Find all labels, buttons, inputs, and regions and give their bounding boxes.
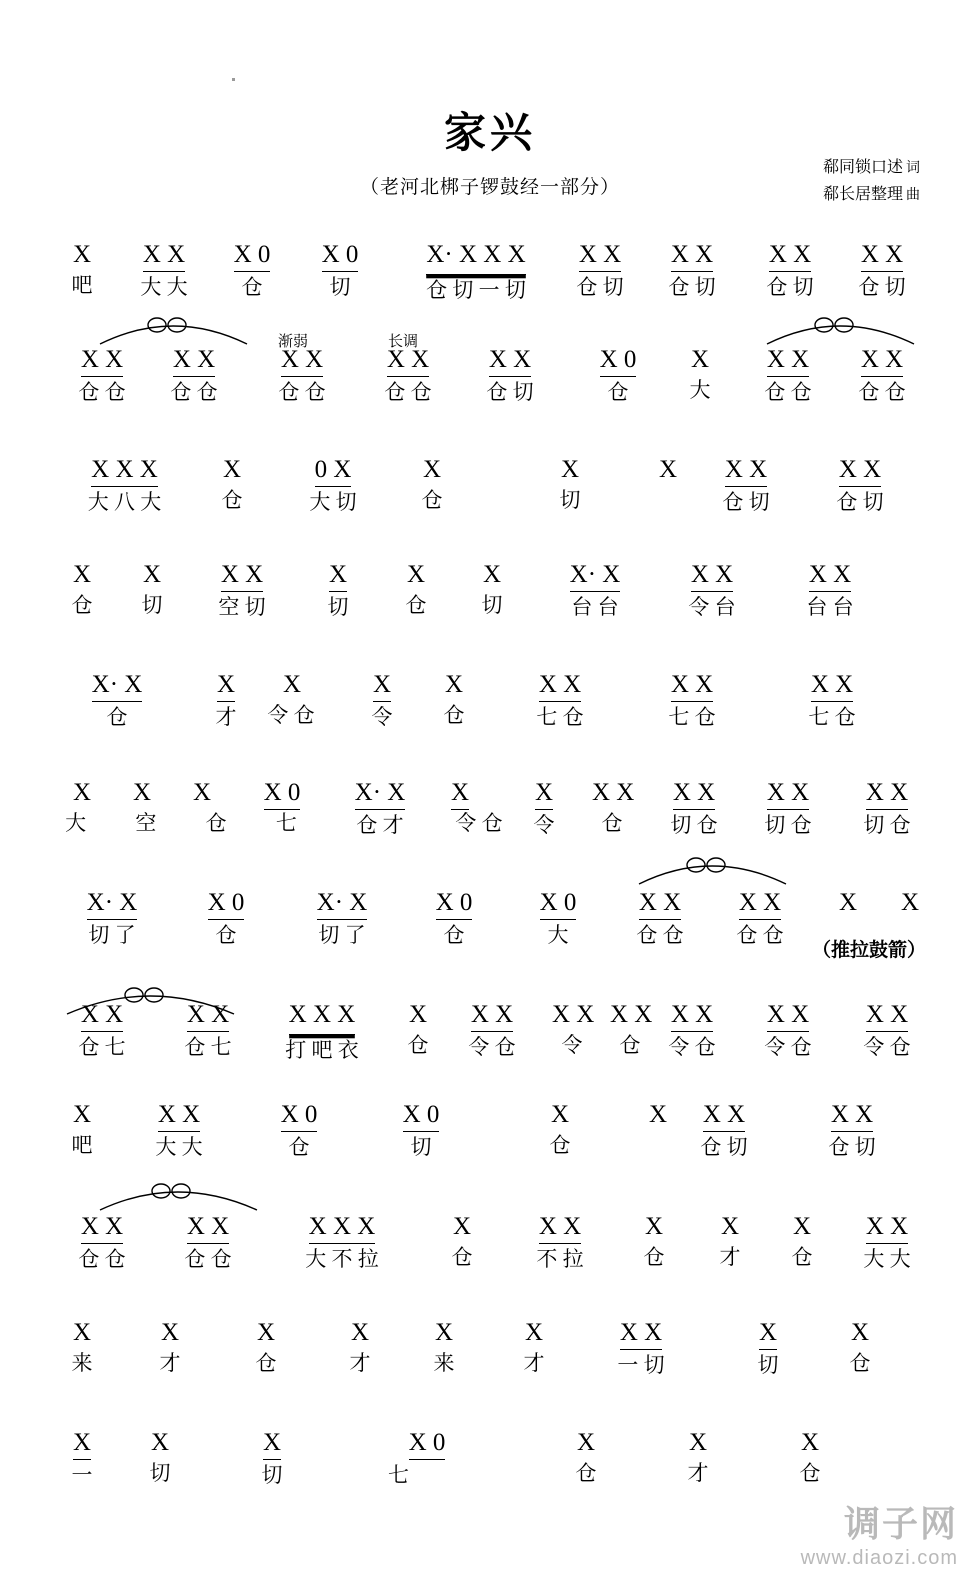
- beat-group: X: [560, 456, 580, 483]
- beat-group: X: [524, 1319, 544, 1346]
- lyric-group: 一 切: [617, 1353, 665, 1377]
- beat-group: X X: [767, 778, 809, 810]
- page-title: 家兴: [443, 111, 536, 157]
- slur-arc: [95, 312, 255, 348]
- lyric-group: 仓: [215, 923, 237, 947]
- lyric-group: 一: [71, 1463, 93, 1487]
- beat-group: X: [132, 779, 152, 806]
- score-row: [0, 455, 980, 527]
- lyric-group: 仓 仓: [184, 1247, 232, 1271]
- beat-group: X X: [489, 345, 531, 377]
- beat-group: X X: [552, 1001, 595, 1028]
- lyric-group: 切: [757, 1353, 779, 1377]
- lyric-group: 切 仓: [863, 813, 911, 837]
- lyric-group: 切 仓: [670, 813, 718, 837]
- beat-group: X X: [839, 455, 881, 487]
- beat-group: X: [792, 1213, 812, 1240]
- lyric-group: 仓: [106, 705, 128, 729]
- lyric-group: 仓 切: [486, 380, 534, 404]
- beat-group: X: [422, 456, 442, 483]
- lyric-group: 切: [261, 1463, 283, 1487]
- lyric-group: 七 仓: [808, 705, 856, 729]
- beat-group: X X: [831, 1100, 873, 1132]
- lyric-group: 大: [689, 378, 711, 402]
- beat-group: X 0: [234, 240, 271, 272]
- lyric-group: 仓 切: [828, 1135, 876, 1159]
- score-row: [0, 240, 980, 312]
- lyric-group: 大 大: [155, 1135, 203, 1159]
- beat-group: X: [72, 561, 92, 588]
- beat-group: X X: [281, 345, 323, 377]
- lyric-group: 令: [371, 705, 393, 729]
- score-row: [0, 1318, 980, 1390]
- lyric-group: 切 仓: [764, 813, 812, 837]
- annotation-changdiao: 长调: [388, 334, 419, 350]
- beat-group: X: [720, 1213, 740, 1240]
- beat-group: X 0: [436, 888, 473, 920]
- page-speck: [232, 78, 235, 81]
- beat-group: X· X: [570, 560, 621, 592]
- lyric-group: 仓 切: [766, 275, 814, 299]
- lyric-group: 仓 切: [668, 275, 716, 299]
- beat-group: X· X: [87, 888, 138, 920]
- beat-group: X X: [387, 345, 429, 377]
- lyric-group: 令 仓: [668, 1035, 716, 1059]
- beat-group: X: [192, 779, 212, 806]
- credit-composer: [823, 182, 920, 209]
- beat-group: X: [850, 1319, 870, 1346]
- beat-group: X 0: [540, 888, 577, 920]
- score-row: [0, 1428, 980, 1500]
- beat-group: X X X: [309, 1212, 376, 1244]
- beat-group: X X: [671, 670, 713, 702]
- lyric-group: 仓 仓: [636, 923, 684, 947]
- beat-group: X 0: [264, 778, 301, 810]
- beat-group: X 0: [403, 1100, 440, 1132]
- score-row: [0, 560, 980, 632]
- lyric-group: 仓: [549, 1133, 571, 1157]
- beat-group: X: [452, 1213, 472, 1240]
- beat-group: X X: [861, 345, 903, 377]
- page-subtitle: （老河北梆子锣鼓经一部分）: [359, 177, 620, 198]
- beat-group: X X: [639, 888, 681, 920]
- lyric-group: 仓 仓: [78, 1247, 126, 1271]
- lyric-group: 大 不 拉: [305, 1247, 379, 1271]
- lyric-group: 大 大: [140, 275, 188, 299]
- beat-group: X X: [539, 1212, 581, 1244]
- beat-group: X X: [739, 888, 781, 920]
- lyric-group: 大 切: [309, 490, 357, 514]
- beat-group: X: [550, 1101, 570, 1128]
- beat-group: X: [282, 671, 302, 698]
- beat-group: X: [72, 1319, 92, 1346]
- beat-group: X: [72, 1101, 92, 1128]
- beat-group: X X: [610, 1001, 653, 1028]
- lyric-group: 才: [687, 1461, 709, 1485]
- lyric-group: 台 台: [571, 595, 619, 619]
- beat-group: X X: [221, 560, 263, 592]
- beat-group: X· X: [92, 670, 143, 702]
- beat-group: X· X: [355, 778, 406, 810]
- lyric-group: 仓: [443, 923, 465, 947]
- lyric-group: 七: [388, 1463, 409, 1487]
- slur-arc: [762, 312, 922, 348]
- lyric-group: 大 空 仓 七: [65, 811, 319, 835]
- lyric-group: 仓: [451, 1245, 473, 1269]
- beat-group: X X: [158, 1100, 200, 1132]
- beat-group: X: [658, 456, 678, 483]
- beat-group: X X: [471, 1000, 513, 1032]
- beat-group: X X: [671, 240, 713, 272]
- beat-group: X X: [703, 1100, 745, 1132]
- beat-group: X: [329, 560, 347, 592]
- score-row: [0, 1100, 980, 1172]
- beat-group: X: [444, 671, 464, 698]
- lyric-group: 令 仓: [267, 703, 315, 727]
- lyric-group: 令 仓: [764, 1035, 812, 1059]
- lyric-group: 仓: [443, 703, 465, 727]
- lyric-group: 仓: [575, 1461, 597, 1485]
- lyric-group: 仓 仓: [384, 380, 432, 404]
- lyric-group: 切 了: [88, 923, 136, 947]
- beat-group: X: [688, 1429, 708, 1456]
- lyric-group: 才: [215, 705, 237, 729]
- lyric-group: 仓 仓: [170, 380, 218, 404]
- beat-group: X: [222, 456, 242, 483]
- lyric-group: 仓 仓: [278, 380, 326, 404]
- beat-group: X: [406, 561, 426, 588]
- lyric-group: 切: [410, 1135, 432, 1159]
- lyric-group: 切: [481, 593, 503, 617]
- beat-group: X 0: [322, 240, 359, 272]
- beat-group: X 0: [208, 888, 245, 920]
- slur-arc: [95, 1178, 265, 1214]
- slur-arc: [634, 852, 794, 888]
- beat-group: X: [648, 1101, 668, 1128]
- beat-group: X X: [620, 1318, 662, 1350]
- beat-group: X: [759, 1318, 777, 1350]
- lyric-group: 吧: [71, 273, 93, 297]
- lyric-group: 七 仓: [536, 705, 584, 729]
- lyric-group: 切: [327, 595, 349, 619]
- lyric-group: 打 吧 衣: [285, 1038, 359, 1062]
- beat-group: X X: [725, 455, 767, 487]
- credit-lyricist: [823, 155, 920, 182]
- beat-group: X: [690, 346, 710, 373]
- beat-group: X: [160, 1319, 180, 1346]
- beat-group: X X: [861, 240, 903, 272]
- lyric-group: 大: [547, 923, 569, 947]
- beat-group: X X: [81, 1000, 123, 1032]
- annotation-jianruo: 渐弱: [278, 334, 309, 350]
- lyric-group: 令 台: [688, 595, 736, 619]
- lyric-group: 仓 切: [858, 275, 906, 299]
- lyric-group: 仓 切: [836, 490, 884, 514]
- lyric-group: 仓: [607, 380, 629, 404]
- lyric-group: 仓 切 一 切: [426, 278, 526, 302]
- lyric-group: 仓 七: [184, 1035, 232, 1059]
- lyric-group: 吧: [71, 1133, 93, 1157]
- lyric-group: 台 台: [806, 595, 854, 619]
- beat-group: X: [482, 561, 502, 588]
- beat-group: X X: [866, 1000, 908, 1032]
- beat-group: X: [72, 779, 92, 806]
- beat-group: X 0: [281, 1100, 318, 1132]
- lyric-group: 大 八 大: [87, 490, 162, 514]
- beat-group: X X: [143, 240, 185, 272]
- beat-group: X: [451, 778, 469, 810]
- beat-group: X 0: [409, 1428, 446, 1460]
- score-row: [0, 670, 980, 742]
- lyric-group: 仓: [799, 1461, 821, 1485]
- lyric-group: 仓 切: [700, 1135, 748, 1159]
- beat-group: X X: [809, 560, 851, 592]
- lyric-group: 仓 才: [356, 813, 404, 837]
- lyric-group: 仓: [849, 1351, 871, 1375]
- beat-group: X: [900, 889, 920, 916]
- lyric-group: 切: [141, 593, 163, 617]
- beat-group: X X: [187, 1212, 229, 1244]
- beat-group: X: [142, 561, 162, 588]
- score-row: [0, 1000, 980, 1072]
- lyric-group: 七 仓: [668, 705, 716, 729]
- credit-composer-role: 曲: [906, 188, 920, 203]
- beat-group: X X: [866, 778, 908, 810]
- watermark-site-name: 调子网: [843, 1504, 958, 1544]
- beat-group: X X: [579, 240, 621, 272]
- beat-group: X X X: [91, 455, 158, 487]
- lyric-group: 才: [719, 1245, 741, 1269]
- beat-group: X X: [81, 345, 123, 377]
- lyric-group: 仓: [255, 1351, 277, 1375]
- lyric-group: 空 切: [218, 595, 266, 619]
- credit-lyricist-name: 郗同锁口述: [822, 159, 903, 176]
- beat-group: X X: [81, 1212, 123, 1244]
- beat-group: X X: [187, 1000, 229, 1032]
- beat-group: X X: [866, 1212, 908, 1244]
- lyric-group: 令: [561, 1033, 583, 1057]
- lyric-group: 才: [159, 1351, 181, 1375]
- lyric-group: 仓: [71, 593, 93, 617]
- lyric-group: 仓: [601, 811, 623, 835]
- watermark-url: www.diaozi.com: [800, 1547, 958, 1569]
- lyric-group: 仓 切: [576, 275, 624, 299]
- credit-composer-name: 郗长居整理: [822, 186, 903, 203]
- lyric-group: 令: [533, 813, 555, 837]
- lyric-group: 不 拉: [536, 1247, 584, 1271]
- beat-group: X: [408, 1001, 428, 1028]
- beat-group: X: [373, 670, 391, 702]
- lyric-group: 令 仓: [863, 1035, 911, 1059]
- beat-group: X X: [767, 1000, 809, 1032]
- beat-group: 0 X: [315, 455, 352, 487]
- lyric-group: 来: [71, 1351, 93, 1375]
- lyric-group: 仓 仓: [858, 380, 906, 404]
- lyric-group: 仓 七: [78, 1035, 126, 1059]
- beat-group: X X: [673, 778, 715, 810]
- beat-group: X: [263, 1428, 281, 1460]
- beat-group: X: [644, 1213, 664, 1240]
- score-row: [0, 778, 980, 850]
- beat-group: X: [350, 1319, 370, 1346]
- lyric-group: 仓: [791, 1245, 813, 1269]
- beat-group: X: [150, 1429, 170, 1456]
- lyric-group: 仓: [643, 1245, 665, 1269]
- beat-group: X· X X X: [426, 240, 525, 275]
- lyric-group: 仓: [619, 1033, 641, 1057]
- beat-group: X X: [767, 345, 809, 377]
- lyric-group: 仓 仓: [764, 380, 812, 404]
- beat-group: X: [72, 241, 92, 268]
- beat-group: X: [535, 778, 553, 810]
- beat-group: X X X: [289, 1000, 356, 1035]
- beat-group: X: [434, 1319, 454, 1346]
- beat-group: X: [73, 1428, 91, 1460]
- beat-group: X X: [539, 670, 581, 702]
- beat-group: X: [838, 889, 858, 916]
- beat-group: X: [576, 1429, 596, 1456]
- credits: [823, 155, 920, 209]
- beat-group: X: [256, 1319, 276, 1346]
- lyric-group: 仓 仓: [736, 923, 784, 947]
- score-row: [0, 345, 980, 417]
- lyric-group: 切 了: [318, 923, 366, 947]
- beat-group: X X: [769, 240, 811, 272]
- lyric-group: 切: [329, 275, 351, 299]
- score-row: [0, 1212, 980, 1284]
- lyric-group: 仓: [405, 593, 427, 617]
- annotation-tuilagujian: （推拉鼓箭）: [812, 940, 927, 961]
- lyric-group: 仓: [241, 275, 263, 299]
- lyric-group: 大 大: [863, 1247, 911, 1271]
- beat-group: X 0: [600, 345, 637, 377]
- lyric-group: 仓: [407, 1033, 429, 1057]
- beat-group: X X: [671, 1000, 713, 1032]
- lyric-group: 仓: [421, 488, 443, 512]
- beat-group: X X: [173, 345, 215, 377]
- lyric-group: 才: [523, 1351, 545, 1375]
- beat-group: X X: [691, 560, 733, 592]
- lyric-group: 切: [149, 1461, 171, 1485]
- lyric-group: 令 仓: [468, 1035, 516, 1059]
- lyric-group: 仓 仓: [78, 380, 126, 404]
- lyric-group: 才: [349, 1351, 371, 1375]
- lyric-group: 仓: [288, 1135, 310, 1159]
- beat-group: X: [217, 670, 235, 702]
- lyric-group: 仓 切: [722, 490, 770, 514]
- beat-group: X: [800, 1429, 820, 1456]
- watermark: [801, 1496, 958, 1570]
- beat-group: X X: [592, 779, 635, 806]
- lyric-group: 来: [433, 1351, 455, 1375]
- lyric-group: 切: [559, 488, 581, 512]
- credit-lyricist-role: 词: [906, 161, 920, 176]
- beat-group: X X: [811, 670, 853, 702]
- beat-group: X· X: [317, 888, 368, 920]
- lyric-group: 令 仓: [455, 811, 503, 835]
- lyric-group: 仓: [221, 488, 243, 512]
